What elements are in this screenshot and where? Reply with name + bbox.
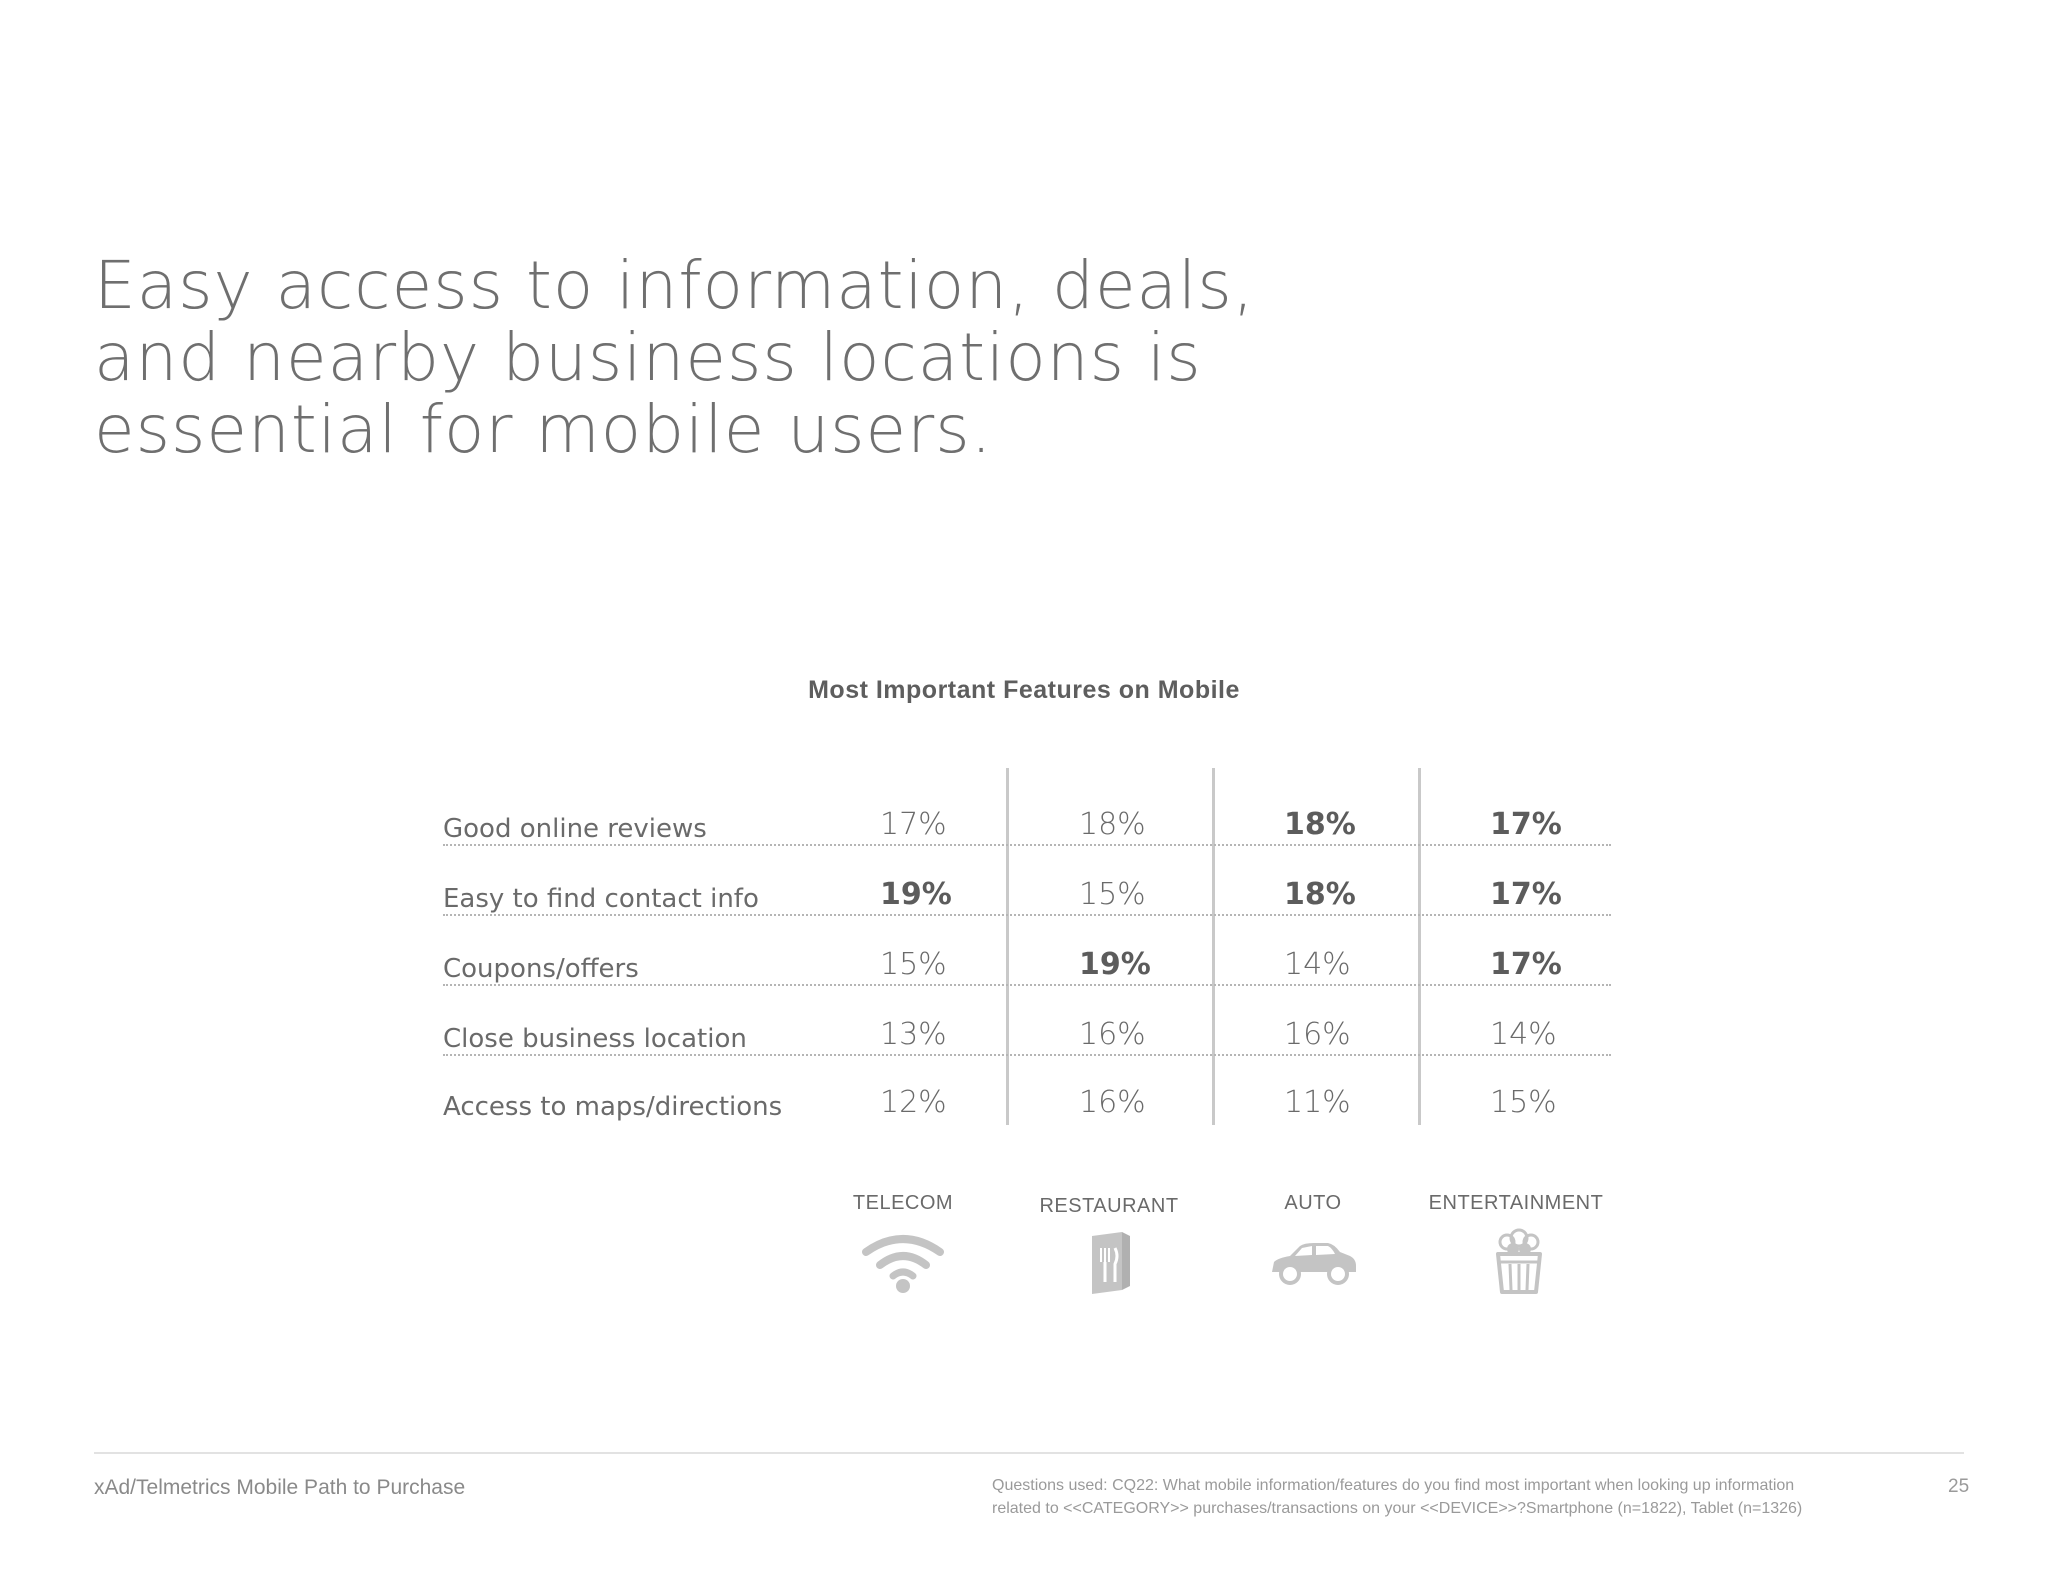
table-cell: 15% [1490,1085,1557,1120]
table-cell: 17% [1490,947,1562,982]
table-cell: 14% [1284,947,1351,982]
table-cell: 15% [1079,877,1146,912]
table-cell: 13% [880,1017,947,1052]
restaurant-icon [1064,1228,1154,1298]
table-row [443,796,1611,846]
table-row [443,866,1611,916]
table-cell: 17% [1490,807,1562,842]
table-cell: 16% [1079,1085,1146,1120]
footer-divider [94,1452,1964,1454]
footer-note-line-2: related to <<CATEGORY>> purchases/transactions on your <<DEVICE>>?Smartphone (n=1822), Tablet (n=1326) [992,1500,1803,1517]
category-label-telecom: TELECOM [852,1192,954,1214]
table-cell: 18% [1079,807,1146,842]
table-cell: 17% [880,807,947,842]
table-cell: 16% [1079,1017,1146,1052]
row-label: Close business location [443,1024,747,1054]
title-line-1: Easy access to information, deals, [94,247,1255,324]
table-cell: 19% [1079,947,1151,982]
table-cell: 11% [1284,1085,1351,1120]
category-label-restaurant: RESTAURANT [1039,1195,1179,1217]
table-row [443,936,1611,986]
footer-note-line-1: Questions used: CQ22: What mobile information/features do you find most important when looking up information [992,1477,1795,1494]
footer-note [992,1474,1932,1520]
row-label: Coupons/offers [443,954,639,984]
title-line-2: and nearby business locations is [94,319,1202,396]
car-icon [1268,1228,1358,1298]
table-cell: 19% [880,877,952,912]
table-cell: 14% [1490,1017,1557,1052]
footer-source: xAd/Telmetrics Mobile Path to Purchase [94,1476,466,1499]
page-number: 25 [1948,1476,1970,1497]
page-title [94,247,1394,468]
row-label: Access to maps/directions [443,1092,783,1122]
category-label-entertainment: ENTERTAINMENT [1428,1192,1604,1214]
row-label: Good online reviews [443,814,707,844]
popcorn-icon [1474,1228,1564,1298]
row-label: Easy to find contact info [443,884,759,914]
table-cell: 17% [1490,877,1562,912]
table-row [443,1074,1611,1122]
wifi-icon [858,1228,948,1298]
table-cell: 12% [880,1085,947,1120]
title-line-3: essential for mobile users. [94,391,993,468]
chart-title: Most Important Features on Mobile [808,676,1240,704]
table-cell: 18% [1284,807,1356,842]
table-cell: 15% [880,947,947,982]
table-row [443,1006,1611,1056]
table-cell: 18% [1284,877,1356,912]
table-cell: 16% [1284,1017,1351,1052]
category-label-auto: AUTO [1284,1192,1342,1214]
